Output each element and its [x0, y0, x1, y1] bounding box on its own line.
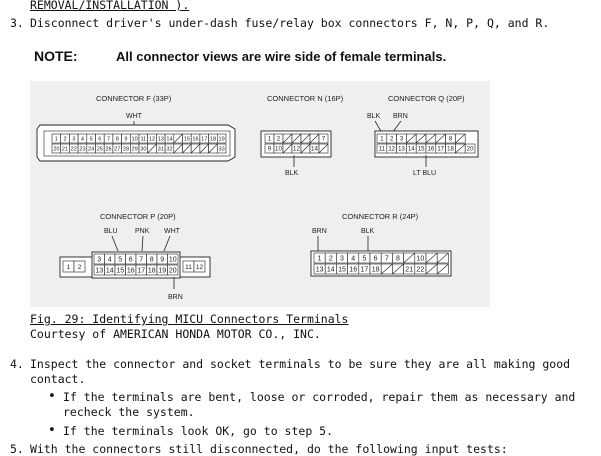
terminal-number: 2 — [63, 136, 67, 143]
terminal-number: 7 — [321, 135, 326, 143]
terminal-number: 8 — [115, 136, 119, 143]
connector-p-wire-label-3: WHT — [164, 228, 180, 235]
step-3-number: 3. — [10, 16, 24, 30]
connector-n-wire-label: BLK — [285, 170, 299, 177]
terminal-number: 16 — [192, 136, 199, 143]
terminal-number: 13 — [398, 146, 405, 153]
previous-step-tail: REMOVAL/INSTALLATION ). — [30, 0, 190, 12]
connector-q-row-1 — [377, 134, 465, 143]
terminal-number: 28 — [122, 146, 130, 153]
connector-p-right-cells — [183, 261, 205, 272]
terminal-number: 9 — [124, 136, 128, 143]
terminal-number: 17 — [137, 267, 146, 275]
connector-p-row-2 — [94, 265, 178, 275]
terminal-number: 14 — [311, 145, 318, 153]
connector-r-wire-label-2: BLK — [361, 228, 375, 235]
terminal-number: 13 — [157, 136, 164, 143]
terminal-number: 17 — [201, 136, 208, 143]
terminal-number: 22 — [70, 146, 77, 153]
terminal-number: 18 — [447, 146, 454, 153]
terminal-number: 6 — [98, 136, 102, 143]
terminal-number: 7 — [384, 255, 389, 263]
terminal-number: 4 — [80, 136, 85, 143]
terminal-number: 19 — [158, 267, 167, 275]
connector-f-wire-label: WHT — [126, 113, 142, 120]
terminal-number: 3 — [340, 255, 344, 263]
bullet-1-line-1: If the terminals are bent, loose or corroded, repair them as necessary and — [63, 390, 576, 404]
terminal-number: 13 — [315, 266, 324, 274]
terminal-number: 10 — [168, 256, 177, 264]
terminal-number: 20 — [168, 267, 177, 275]
connector-q-row-2 — [377, 144, 475, 153]
connector-f-row-2 — [52, 144, 226, 153]
terminal-number: 17 — [437, 146, 445, 153]
step-5-text: With the connectors still disconnected, do the following input tests: — [30, 442, 508, 456]
terminal-number: 14 — [105, 267, 114, 275]
terminal-number: 14 — [166, 136, 173, 143]
terminal-number: 32 — [166, 146, 173, 153]
connector-q-title: CONNECTOR Q (20P) — [388, 94, 465, 103]
bullet-2-line-1: If the terminals look OK, go to step 5. — [63, 424, 334, 438]
connector-r-wire-label-1: BRN — [312, 228, 327, 235]
connector-r-row-1 — [314, 253, 448, 263]
terminal-number: 2 — [276, 135, 281, 143]
connector-n-title: CONNECTOR N (16P) — [267, 94, 344, 103]
connector-p-wire-label-1: BLU — [104, 228, 118, 235]
terminal-number: 12 — [293, 145, 300, 153]
terminal-number: 10 — [131, 136, 138, 143]
connector-q-wire-label-1: BLK — [367, 113, 381, 120]
terminal-number: 18 — [209, 136, 217, 143]
terminal-number: 3 — [97, 256, 102, 264]
terminal-number: 15 — [116, 267, 125, 275]
terminal-number: 16 — [126, 267, 135, 275]
connector-p — [60, 212, 210, 301]
terminal-number: 8 — [396, 255, 400, 263]
terminal-number: 1 — [380, 136, 384, 143]
terminal-number: 20 — [466, 146, 474, 153]
terminal-number: 1 — [317, 255, 322, 263]
step-4-number: 4. — [10, 357, 24, 371]
terminal-number: 20 — [53, 146, 60, 153]
connector-n-row-1 — [265, 134, 328, 143]
terminal-number: 15 — [338, 266, 346, 274]
terminal-number: 4 — [107, 256, 112, 264]
terminal-number: 29 — [131, 146, 138, 153]
bullet-1-line-2: recheck the system. — [63, 405, 195, 419]
terminal-number: 24 — [88, 146, 95, 153]
terminal-number: 10 — [275, 145, 282, 153]
connector-p-wire-label-2: PNK — [135, 228, 150, 235]
terminal-number: 22 — [416, 266, 425, 274]
terminal-number: 12 — [148, 136, 156, 143]
step-5-number: 5. — [10, 442, 24, 456]
connector-p-row-1 — [94, 254, 178, 264]
connector-p-wire-label-bottom: BRN — [168, 294, 183, 301]
connector-r-row-2 — [314, 264, 448, 274]
terminal-number: 15 — [417, 146, 425, 153]
terminal-number: 10 — [416, 255, 425, 263]
connector-r-title: CONNECTOR R (24P) — [342, 212, 419, 221]
connector-diagram — [30, 81, 490, 307]
terminal-number: 33 — [218, 146, 225, 153]
terminal-number: 2 — [328, 255, 333, 263]
connector-p-title: CONNECTOR P (20P) — [100, 212, 176, 221]
terminal-number: 3 — [72, 136, 76, 143]
terminal-number: 25 — [96, 146, 103, 153]
step-4-line-1: Inspect the connector and socket terminals to be sure they are all making good — [30, 357, 571, 371]
bullet-1-marker: • — [48, 389, 56, 404]
terminal-number: 6 — [373, 255, 378, 263]
figure-caption-courtesy: Courtesy of AMERICAN HONDA MOTOR CO., INC. — [30, 327, 321, 341]
step-4-line-2: contact. — [30, 372, 86, 386]
terminal-number: 27 — [114, 146, 121, 153]
terminal-number: 4 — [351, 255, 356, 263]
terminal-number: 16 — [427, 146, 435, 153]
terminal-number: 13 — [95, 267, 104, 275]
terminal-number: 18 — [371, 266, 380, 274]
connector-p-left-cells — [63, 261, 85, 272]
terminal-number: 5 — [118, 256, 123, 264]
connector-n — [261, 94, 344, 177]
terminal-number: 11 — [378, 146, 386, 153]
connector-f-row-1 — [52, 134, 226, 143]
connector-q-wire-label-bottom: LT BLU — [413, 170, 437, 177]
bullet-2-marker: • — [48, 423, 56, 438]
terminal-number: 11 — [140, 136, 147, 143]
connector-f-title: CONNECTOR F (33P) — [96, 94, 172, 103]
terminal-number: 23 — [79, 146, 86, 153]
note-text: All connector views are wire side of female terminals. — [116, 49, 447, 64]
terminal-number: 2 — [390, 136, 394, 143]
terminal-number: 1 — [66, 263, 71, 271]
terminal-number: 2 — [77, 263, 82, 271]
terminal-number: 12 — [388, 146, 396, 153]
terminal-number: 18 — [147, 267, 156, 275]
terminal-number: 31 — [157, 146, 164, 153]
terminal-number: 9 — [267, 145, 272, 153]
connector-n-row-2 — [265, 144, 328, 153]
terminal-number: 12 — [195, 263, 204, 271]
figure-caption-title: Fig. 29: Identifying MICU Connectors Terminals — [30, 312, 349, 326]
connector-q-wire-label-2: BRN — [393, 113, 408, 120]
terminal-number: 6 — [128, 256, 133, 264]
terminal-number: 26 — [105, 146, 112, 153]
terminal-number: 21 — [61, 146, 69, 153]
connector-r — [311, 212, 451, 276]
terminal-number: 15 — [183, 136, 190, 143]
terminal-number: 30 — [140, 146, 147, 153]
terminal-number: 21 — [405, 266, 414, 274]
connector-q — [367, 94, 478, 177]
terminal-number: 17 — [360, 266, 369, 274]
terminal-number: 11 — [185, 263, 192, 271]
terminal-number: 5 — [362, 255, 367, 263]
terminal-number: 9 — [160, 256, 165, 264]
terminal-number: 5 — [89, 136, 93, 143]
terminal-number: 8 — [448, 136, 453, 143]
terminal-number: 19 — [218, 136, 225, 143]
terminal-number: 7 — [106, 136, 111, 143]
connector-figure — [30, 81, 490, 307]
terminal-number: 1 — [267, 135, 272, 143]
terminal-number: 14 — [326, 266, 335, 274]
terminal-number: 16 — [349, 266, 358, 274]
terminal-number: 8 — [149, 256, 154, 264]
terminal-number: 1 — [54, 136, 58, 143]
terminal-number: 3 — [399, 136, 404, 143]
connector-f — [37, 94, 235, 161]
terminal-number: 14 — [407, 146, 415, 153]
terminal-number: 7 — [139, 256, 144, 264]
note-label: NOTE: — [34, 48, 78, 64]
step-3-text: Disconnect driver's under-dash fuse/relay box connectors F, N, P, Q, and R. — [30, 16, 550, 30]
